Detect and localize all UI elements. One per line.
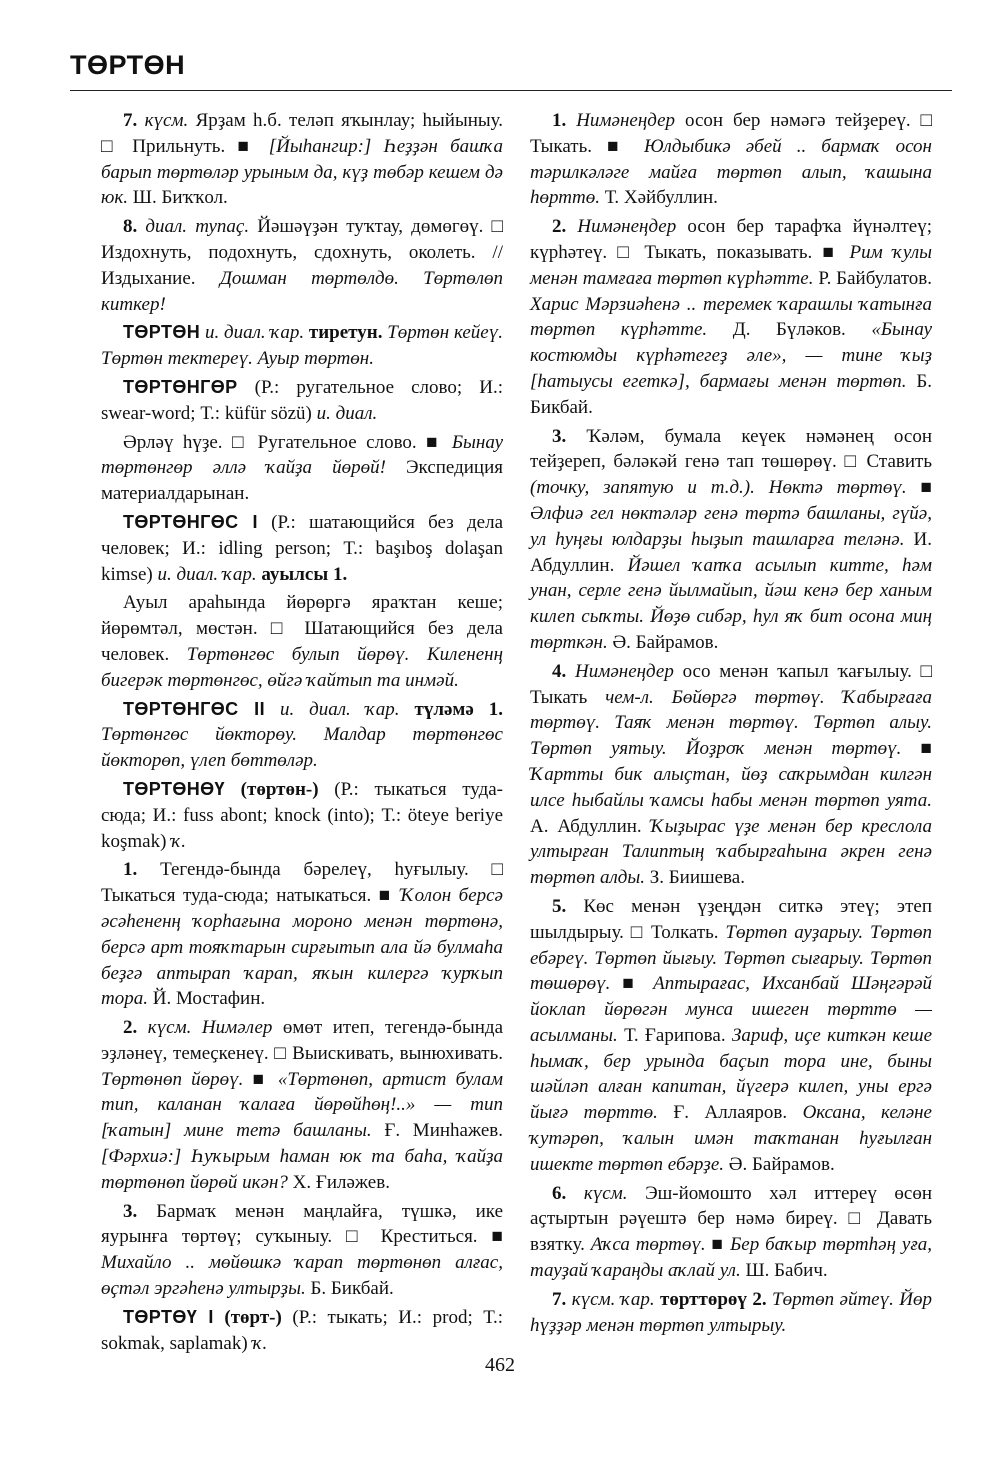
entry-sense: 1. Тегендә-бында бәрелеү, һуғылыу. □ Тыкаться туда-сюда; натыкаться. ■ Ҡолон берсә әсәһененң ҡорһағына мороно менән төртөнә, берсә арт тояҡтарын сирғытып ала йә булмаһа беҙгә аптырап ҡарап, яҡын килергә ҡурҡып тора. Й. Мостафин.: [101, 859, 504, 1010]
entry-headword: ТӨРТӨНГӨР (Р.: ругательное слово; И.: swear-word; Т.: küfür sözü) и. диал.: [101, 376, 503, 424]
entry-sense: 4. Нимәнеңдер осо менән ҡапыл ҡағылыу. □ Тыкать чем-л. Бөйөргә төртөү. Ҡабырғаға төртөү. Таяҡ менән төртөү. Төртөп алыу. Төртөп уятыу. Йоҙроҡ менән төртөү. ■ Ҡартты бик алыҫтан, йөҙ саҡрымдан килгән илсе һыбайлы ҡамсы һабы менән төртөп уята. А. Абдуллин. Ҡыҙырас үҙе менән бер креслола ултырған Талиптың ҡабырғаһына әкрен генә төртөп алды. З. Биишева.: [530, 660, 933, 889]
entry-sense: 3. Ҡәләм, бумала кеүек нәмәнең осон тейҙереп, бәләкәй генә тап төшөрөү. □ Ставить (точку, запятую и т.д.). Нөктә төртөү. ■ Әлфиә гел нөктәләр генә төртә башланы, гүйә, ул һуңғы юлдарҙы һыҙып ташларға теләнә. И. Абдуллин. Йәшел ҡапҡа асылып китте, һәм унан, серле генә йылмайып, йәш кенә бер ханым килеп сыҡты. Йөҙө сибәр, һул яҡ бит осона миң төрткән. Ә. Байрамов.: [530, 425, 933, 653]
entry-sense: 5. Көс менән үҙеңдән ситкә этеү; этеп шылдырыу. □ Толкать. Төртөп ауҙарыу. Төртөп ебәреү. Төртөп йығыу. Төртөп сығарыу. Төртөп төшөрөү. ■ Аптырағас, Ихсанбай Шәңгәрәй йоклап йөрөгән мунса ишеген төрттө — асылманы. Т. Ғарипова. Зариф, иҫе киткән кеше һымаҡ, бер урында баҫып тора ине, быны шәйләп алған капитан, йүгерә килеп, уны ергә йығә төрттө. Ғ. Аллаяров. Оксана, келәне ҡутәрөп, ҡалын имән таҡтанан һуғылған ишекте төртөп ебәрҙе. Ә. Байрамов.: [530, 895, 932, 1175]
entry-sense: Ауыл араһында йөрөргә яраҡтан кеше; йөрөмтәл, мөстән. □ Шатающийся без дела человек. Төртөнгөс булып йөрөү. Килененң бигерәк төртөнгөс, өйгә ҡайтып та инмәй.: [101, 592, 503, 691]
left-column: [101, 108, 503, 1359]
entry-headword: ТӨРТӨН и. диал. ҡар. тиретун. Төртөн кейеү. Төртөн тектереү. Ауыр төртөн.: [101, 322, 503, 370]
entry-headword: ТӨРТӨҮ I (төрт-) (Р.: тыкать; И.: prod; Т.: sokmak, saplamak) ҡ.: [101, 1306, 504, 1354]
header-rule: [70, 90, 952, 91]
header-word: ТӨРТӨН: [70, 50, 186, 80]
entry-sense: 3. Бармаҡ менән маңлайға, түшкә, ике яурынға төртөү; суҡыныу. □ Креститься. ■ Михайло .. мөйөшкә ҡарап төртөнөп алғас, өҫтәл эргәһенә ултырҙы. Б. Бикбай.: [101, 1200, 503, 1300]
entry-sense: Әрләү һүҙе. □ Ругательное слово. ■ Бынау төртөнгөр әллә ҡайҙа йөрөй! Экспедиция материалдарынан.: [101, 431, 504, 505]
entry-sense: 2. Нимәнеңдер осон бер тарафҡа йүнәлтеү; күрһәтеү. □ Тыкать, показывать. ■ Рим ҡулы менән тамғаға төртөп күрһәтте. Р. Байбулатов. Харис Мәрзиәһенә .. теремек ҡарашлы ҡатынға төртөп күрһәтте. Д. Бүләков. «Бынау костюмды күрһәтегеҙ әле», — тине ҡыҙ [һатыусы егеткә], бармағы менән төртөп. Б. Бикбай.: [530, 216, 933, 418]
entry-sense: 7. күсм. Ярҙам һ.б. теләп яҡынлау; һыйыныу. □ Прильнуть. ■ [Йыһангир:] Һеҙҙән башҡа барып төртөләр урыным да, күҙ төбәр кешем дә юк. Ш. Биҡҡол.: [101, 110, 504, 209]
entry-headword: ТӨРТӨНӨҮ (төртөн-) (Р.: тыкаться туда-сюда; И.: fuss abont; knock (into); Т.: öteye beriye koşmak) ҡ.: [101, 778, 504, 852]
entry-sense: 2. күсм. Нимәлер өмөт итеп, тегендә-бында эҙләнеү, темеҫкенеү. □ Выискивать, вынюхивать. Төртөнөп йөрөү. ■ «Төртөнөп, артист булам тип, каланан ҡалаға йөрөйһөң!..» — тип [ҡатын] мине тетә башланы. Ғ. Минһажев. [Фәрхиә:] Һуҡырым һаман юк та баһа, ҡайҙа төртөнөп йөрөй икән? Х. Ғиләжев.: [101, 1017, 504, 1193]
right-column: [530, 108, 932, 1341]
entry-headword: ТӨРТӨНГӨС I (Р.: шатающийся без дела человек; И.: idling person; Т.: başıboş dolaşan kimse) и. диал. ҡар. ауылсы 1.: [101, 511, 504, 585]
entry-headword: ТӨРТӨНГӨС II и. диал. ҡар. түләмә 1. Төртөнгөс йөкторөу. Малдар төртөнгөс йөкторөп, үлеп бөттөләр.: [101, 698, 504, 772]
page-number: 462: [485, 1354, 515, 1376]
entry-sense: 8. диал. тупаҫ. Йәшәүҙән туҡтау, дөмөгөү. □ Издохнуть, подохнуть, сдохнуть, околеть. // Издыхание. Дошман төртөлдө. Төртөлөп киткер!: [101, 216, 504, 315]
entry-sense: 6. күсм. Эш-йомошто хәл иттереү өсөн аҫтыртын рәүештә бер нәмә биреү. □ Давать взятку. Аҡса төртөү. ■ Бер баҡыр төртһәң уға, тауҙай ҡараңды аҡлай ул. Ш. Бабич.: [530, 1182, 933, 1282]
entry-sense: 7. күсм. ҡар. төрттөрөү 2. Төртөп әйтеү. Йөр һүҙҙәр менән төртөп ултырыу.: [530, 1288, 933, 1336]
entry-sense: 1. Нимәнеңдер осон бер нәмәгә тейҙереү. □ Тыкать. ■ Юлдыбикә әбей .. бармаҡ осон тәрилкәләге майға төртөп алып, ҡашына һөрттө. Т. Хәйбуллин.: [530, 110, 933, 209]
